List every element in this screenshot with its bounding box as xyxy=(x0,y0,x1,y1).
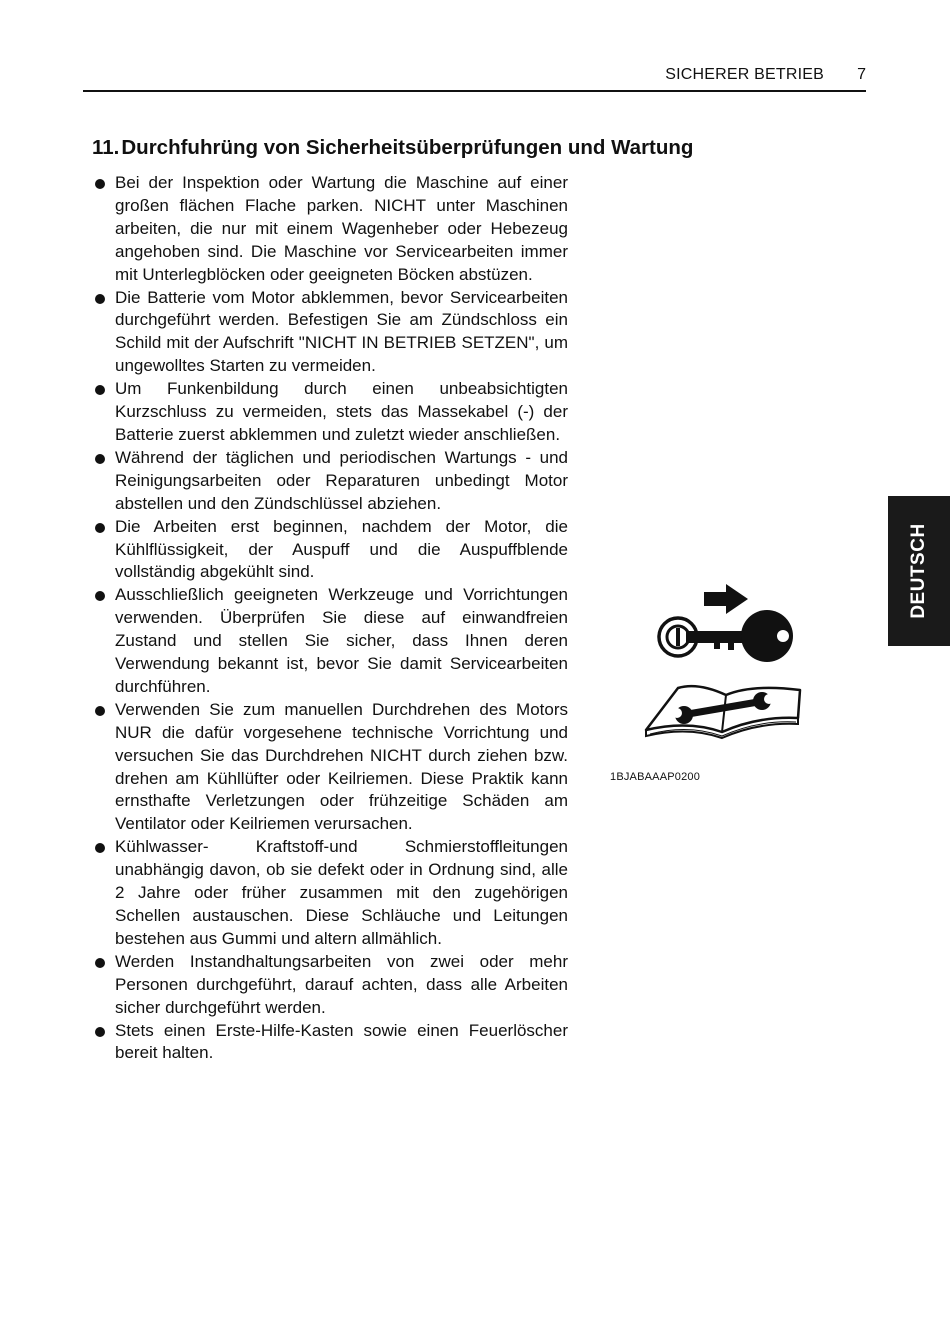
ignition-key-icon xyxy=(659,610,793,662)
page-header xyxy=(83,64,866,92)
figure-reference-code: 1BJABAAAP0200 xyxy=(610,771,701,783)
list-item-text: Die Arbeiten erst beginnen, nachdem der Motor, die Kühlflüssigkeit, der Auspuff und die Auspuffblende vollständig abgekühlt sind. xyxy=(115,516,568,582)
bullet-icon xyxy=(95,454,105,464)
list-item-text: Bei der Inspektion oder Wartung die Maschine auf einer großen flächen Flache parken. NICHT unter Maschinen arbeiten, die nur mit einem Wagenheber oder Hebezeug angehoben sind. Die Maschine vor Servicearbeiten immer mit Unterlegblöcken oder geeigneten Böcken abstüzen. xyxy=(115,173,568,284)
list-item xyxy=(92,172,568,287)
section-number: 11. xyxy=(92,136,120,159)
list-item xyxy=(92,516,568,585)
arrow-icon xyxy=(704,584,748,614)
bullet-icon xyxy=(95,294,105,304)
list-item xyxy=(92,951,568,1020)
list-item-text: Während der täglichen und periodischen Wartungs - und Reinigungsarbeiten oder Reparaturen unbedingt Motor abstellen und den Zündschlüssel abziehen. xyxy=(115,447,568,513)
section-title: Durchfuhrüng von Sicherheitsüberprüfungen und Wartung xyxy=(121,136,694,159)
bullet-icon xyxy=(95,591,105,601)
language-tab xyxy=(888,496,950,646)
list-item xyxy=(92,287,568,379)
bullet-icon xyxy=(95,523,105,533)
list-item xyxy=(92,447,568,516)
list-item xyxy=(92,1020,568,1066)
bullet-icon xyxy=(95,706,105,716)
list-item-text: Verwenden Sie zum manuellen Durchdrehen des Motors NUR die dafür vorgesehene technische Vorrichtung und versuchen Sie das Durchdrehen NICHT durch ziehen bzw. drehen am Kühllüfter oder Keilriemen. Diese Praktik kann ernsthafte Verletzungen oder frühzeitige Schäden am Ventilator oder Keilriemen verursachen. xyxy=(115,699,568,834)
list-item xyxy=(92,584,568,699)
language-tab-label: DEUTSCH xyxy=(908,523,929,619)
list-item-text: Ausschließlich geeigneten Werkzeuge und Vorrichtungen verwenden. Überprüfen Sie diese auf einwandfreien Zustand und stellen Sie sicher, dass Ihnen deren Verwendung bekannt ist, bevor Sie damit Servicearbeiten durchführen. xyxy=(115,585,568,696)
list-item-text: Kühlwasser- Kraftstoff-und Schmierstoffleitungen unabhängig davon, ob sie defekt oder in Ordnung sind, alle 2 Jahre oder früher zusammen mit den zugehörigen Schellen austauschen. Diese Schläuche und Leitungen bestehen aus Gummi und altern allmählich. xyxy=(115,837,568,948)
list-item xyxy=(92,378,568,447)
list-item-text: Stets einen Erste-Hilfe-Kasten sowie einen Feuerlöscher bereit halten. xyxy=(115,1020,568,1063)
safety-illustration xyxy=(640,578,810,748)
list-item-text: Um Funkenbildung durch einen unbeabsichtigten Kurzschluss zu vermeiden, stets das Massekabel (-) der Batterie zuerst abklemmen und zuletzt wieder anschließen. xyxy=(115,379,568,444)
bullet-icon xyxy=(95,179,105,189)
list-item xyxy=(92,699,568,836)
list-item xyxy=(92,836,568,951)
list-item-text: Werden Instandhaltungsarbeiten von zwei oder mehr Personen durchgeführt, darauf achten, dass alle Arbeiten sicher durchgeführt werden. xyxy=(115,951,568,1017)
section-heading xyxy=(92,136,693,160)
list-item-text: Die Batterie vom Motor abklemmen, bevor Servicearbeiten durchgeführt werden. Befestigen Sie am Zündschloss ein Schild mit der Aufschrift "NICHT IN BETRIEB SETZEN", um ungewolltes Starten zu vermeiden. xyxy=(115,287,568,376)
bullet-icon xyxy=(95,385,105,395)
bullet-icon xyxy=(95,843,105,853)
bullet-icon xyxy=(95,1027,105,1037)
page-number: 7 xyxy=(857,66,866,83)
safety-bullet-list xyxy=(92,172,568,1065)
manual-book-icon xyxy=(646,686,800,738)
bullet-icon xyxy=(95,958,105,968)
header-section-title: SICHERER BETRIEB xyxy=(665,66,824,83)
